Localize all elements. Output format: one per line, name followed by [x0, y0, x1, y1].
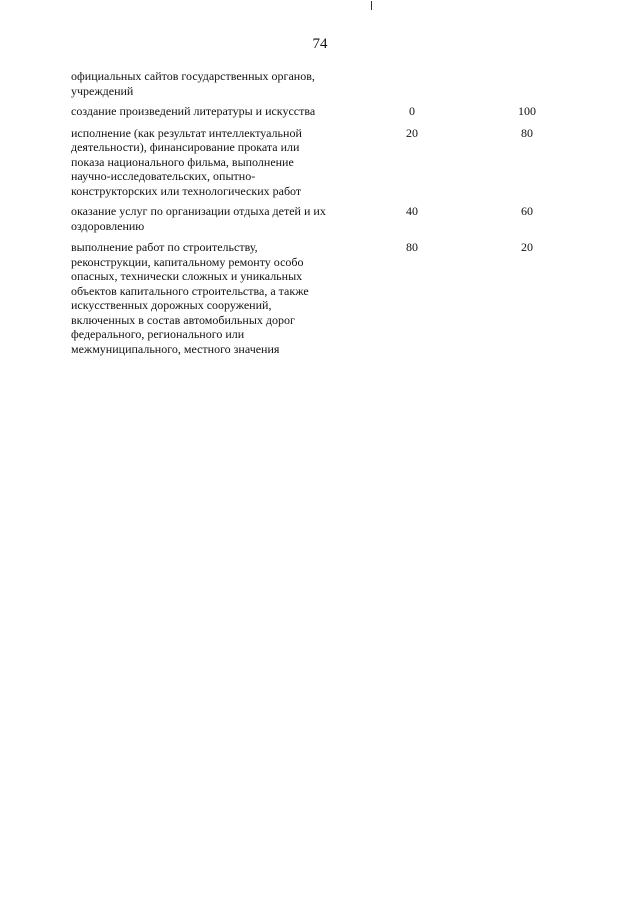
row-value-1: 0 [409, 104, 415, 118]
row-value-1: 40 [406, 204, 418, 218]
row-value-2: 80 [521, 125, 533, 140]
page-number: 74 [312, 36, 328, 52]
description-line: официальных сайтов государственных органов, [71, 69, 315, 83]
row-value-2: 20 [521, 240, 533, 254]
document-table [71, 69, 551, 356]
description-line: деятельности), финансирование проката или [71, 140, 300, 154]
description-line: исполнение (как результат интеллектуальной [71, 125, 302, 140]
top-margin-mark [371, 1, 372, 10]
description-line: создание произведений литературы и искусства [71, 104, 316, 118]
table-row [71, 204, 551, 233]
row-description [71, 104, 351, 119]
description-line: выполнение работ по строительству, [71, 240, 258, 254]
table-row [71, 104, 551, 119]
row-description [71, 240, 351, 356]
row-value-2: 100 [518, 104, 536, 118]
description-line: опасных, технически сложных и уникальных [71, 269, 303, 283]
description-line: федерального, регионального или [71, 327, 245, 341]
description-line: межмуниципального, местного значения [71, 341, 280, 356]
row-value-2: 60 [521, 204, 533, 218]
row-description [71, 126, 351, 199]
description-line: искусственных дорожных сооружений, [71, 298, 272, 312]
description-line: оздоровлению [71, 218, 145, 233]
row-value-1: 20 [406, 125, 418, 140]
description-line: учреждений [71, 83, 134, 98]
table-row [71, 240, 551, 356]
description-line: реконструкции, капитальному ремонту особо [71, 254, 304, 269]
row-value-1: 80 [406, 240, 418, 254]
table-row [71, 69, 551, 98]
row-description [71, 204, 351, 233]
description-line: конструкторских или технологических работ [71, 183, 302, 198]
table-row [71, 126, 551, 199]
description-line: включенных в состав автомобильных дорог [71, 312, 295, 327]
row-description [71, 69, 351, 98]
description-line: оказание услуг по организации отдыха детей и их [71, 204, 326, 218]
description-line: показа национального фильма, выполнение [71, 154, 294, 169]
description-line: объектов капитального строительства, а также [71, 283, 309, 298]
description-line: научно-исследовательских, опытно- [71, 169, 256, 183]
